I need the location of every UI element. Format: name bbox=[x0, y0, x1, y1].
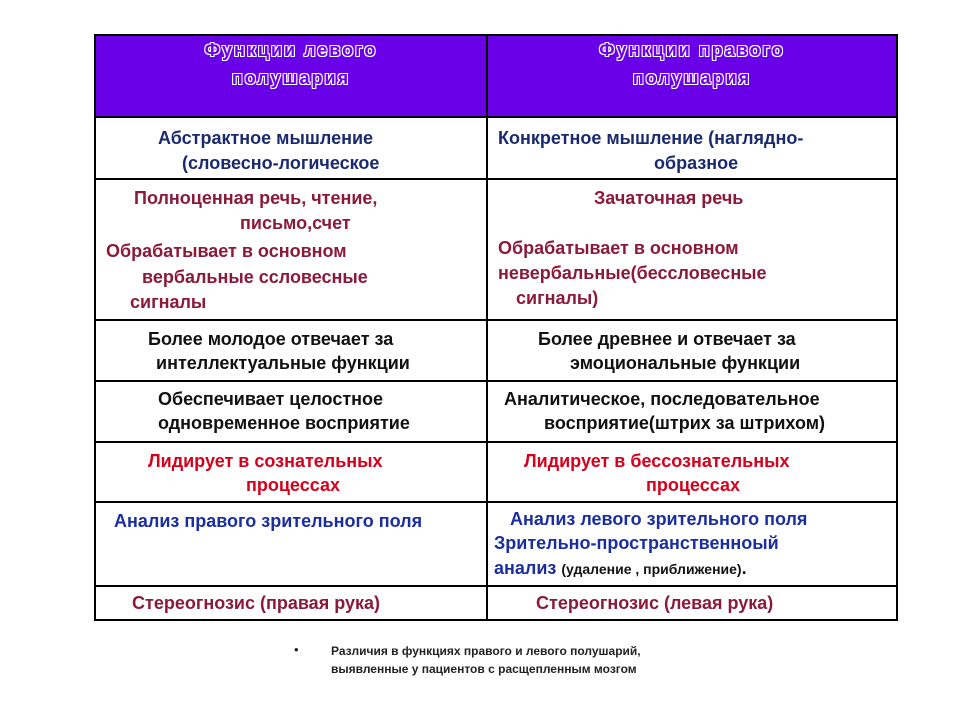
table-row bbox=[95, 502, 897, 586]
row6-right-line-2: Зрительно-пространственноый bbox=[494, 533, 779, 553]
row1-left-line-2: (словесно-логическое bbox=[182, 153, 380, 173]
table-row bbox=[95, 117, 897, 179]
row7-right-cell bbox=[488, 587, 896, 619]
row3-right-line-1: Более древнее и отвечает за bbox=[538, 329, 796, 349]
row4-left-cell bbox=[96, 382, 486, 441]
row3-left-cell bbox=[96, 321, 486, 380]
table-row bbox=[95, 381, 897, 442]
row4-left-line-2: одновременное восприятие bbox=[158, 413, 410, 433]
row6-right-tail-end: . bbox=[741, 558, 747, 578]
row6-right-tail-main: анализ bbox=[494, 558, 557, 578]
row4-right-line-1: Аналитическое, последовательное bbox=[504, 389, 820, 409]
row2-left-bottom-line-3: сигналы bbox=[130, 292, 207, 312]
row2-left-cell bbox=[96, 180, 486, 319]
row6-left-line-1: Анализ правого зрительного поля bbox=[114, 511, 423, 531]
row2-right-bottom-line-3: сигналы) bbox=[516, 288, 599, 308]
row3-left-line-1: Более молодое отвечает за bbox=[148, 329, 394, 349]
row6-right-cell bbox=[488, 503, 896, 585]
header-left-line-1: Функции левого bbox=[204, 40, 378, 60]
row7-right-line-1: Стереогнозис (левая рука) bbox=[536, 593, 774, 613]
footnote bbox=[331, 642, 641, 678]
row5-left-line-2: процессах bbox=[246, 475, 340, 495]
table-header-row bbox=[95, 35, 897, 117]
row2-right-bottom-line-2: невербальные(бессловесные bbox=[498, 263, 767, 283]
row1-right-line-1: Конкретное мышление (наглядно- bbox=[498, 128, 804, 148]
footnote-bullet: • bbox=[294, 642, 299, 657]
row7-left-cell bbox=[96, 587, 486, 619]
row6-left-cell bbox=[96, 503, 486, 585]
row1-right-cell bbox=[488, 118, 896, 178]
row6-right-line-3 bbox=[494, 556, 747, 581]
row5-left-cell bbox=[96, 443, 486, 501]
footnote-line-2: выявленные у пациентов с расщепленным мозгом bbox=[331, 662, 637, 676]
row5-left-line-1: Лидирует в сознательных bbox=[148, 451, 383, 471]
header-right-line-2: полушария bbox=[632, 68, 752, 88]
header-right bbox=[487, 35, 897, 117]
row3-right-line-2: эмоциональные функции bbox=[570, 353, 801, 373]
row7-left-line-1: Стереогнозис (правая рука) bbox=[132, 593, 380, 613]
row2-right-bottom-line-1: Обрабатывает в основном bbox=[498, 238, 739, 258]
row1-left-cell bbox=[96, 118, 486, 178]
row2-right-top-line-1: Зачаточная речь bbox=[594, 188, 744, 208]
footnote-line-1: Различия в функциях правого и левого полушарий, bbox=[331, 644, 641, 658]
table-row bbox=[95, 586, 897, 620]
row1-left-line-1: Абстрактное мышление bbox=[158, 128, 374, 148]
table-row bbox=[95, 179, 897, 320]
row5-right-line-2: процессах bbox=[646, 475, 740, 495]
row3-left-line-2: интеллектуальные функции bbox=[156, 353, 410, 373]
row4-right-cell bbox=[488, 382, 896, 441]
row5-right-line-1: Лидирует в бессознательных bbox=[524, 451, 790, 471]
row3-right-cell bbox=[488, 321, 896, 380]
row1-right-line-2: образное bbox=[654, 153, 739, 173]
comparison-table bbox=[94, 34, 898, 621]
row2-left-bottom-line-1: Обрабатывает в основном bbox=[106, 241, 347, 261]
row2-left-bottom-line-2: вербальные ссловесные bbox=[142, 267, 368, 287]
row6-right-tail-small: (удаление , приближение) bbox=[561, 561, 742, 577]
row2-left-top-line-1: Полноценная речь, чтение, bbox=[134, 188, 378, 208]
row6-right-line-1: Анализ левого зрительного поля bbox=[510, 509, 808, 529]
table-row bbox=[95, 442, 897, 502]
row5-right-cell bbox=[488, 443, 896, 501]
row4-left-line-1: Обеспечивает целостное bbox=[158, 389, 384, 409]
header-right-line-1: Функции правого bbox=[599, 40, 785, 60]
row2-left-top-line-2: письмо,счет bbox=[240, 213, 351, 233]
row4-right-line-2: восприятие(штрих за штрихом) bbox=[544, 413, 826, 433]
table-row bbox=[95, 320, 897, 381]
header-left-line-2: полушария bbox=[231, 68, 351, 88]
header-left bbox=[95, 35, 487, 117]
row2-right-cell bbox=[488, 180, 896, 319]
